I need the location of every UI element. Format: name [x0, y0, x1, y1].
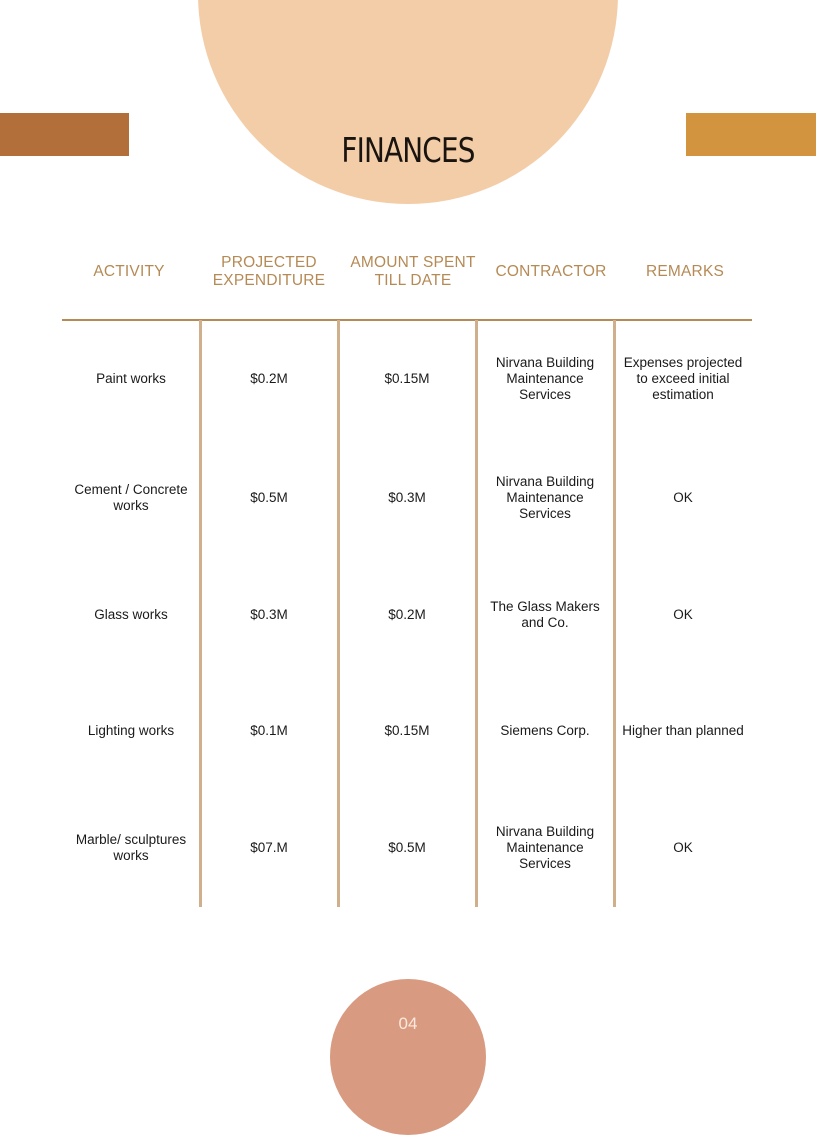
cell-projected: $0.5M: [250, 490, 288, 505]
header-projected-expenditure: PROJECTED EXPENDITURE: [212, 254, 326, 289]
cell-remarks: OK: [673, 840, 693, 855]
table-row: [62, 585, 752, 645]
page-number: 04: [398, 1014, 418, 1033]
cell-contractor: Nirvana Building Maintenance Services: [495, 474, 595, 521]
cell-activity: Paint works: [96, 371, 166, 386]
page-number-circle: [330, 979, 486, 1135]
cell-contractor: Siemens Corp.: [500, 723, 590, 738]
cell-activity: Glass works: [94, 607, 168, 622]
cell-remarks: Higher than planned: [622, 723, 744, 738]
cell-projected: $0.2M: [250, 371, 288, 386]
cell-spent: $0.3M: [388, 490, 426, 505]
cell-spent: $0.15M: [384, 371, 430, 386]
cell-activity: Cement / Concrete works: [74, 482, 188, 513]
header-remarks: REMARKS: [645, 263, 725, 280]
cell-contractor: Nirvana Building Maintenance Services: [495, 355, 595, 402]
header-amount-spent: AMOUNT SPENT TILL DATE: [350, 254, 476, 289]
cell-spent: $0.5M: [388, 840, 426, 855]
table-row: [62, 349, 752, 409]
cell-projected: $0.1M: [250, 723, 288, 738]
table-row: [62, 701, 752, 761]
page-title: FINANCES: [341, 130, 475, 171]
cell-activity: Lighting works: [87, 723, 175, 738]
cell-remarks: Expenses projected to exceed initial estimation: [623, 355, 743, 402]
cell-remarks: OK: [673, 607, 693, 622]
cell-projected: $0.3M: [250, 607, 288, 622]
cell-projected: $07.M: [250, 840, 288, 855]
cell-spent: $0.2M: [388, 607, 426, 622]
table-header: [62, 250, 752, 294]
header-activity: ACTIVITY: [93, 263, 165, 280]
cell-remarks: OK: [673, 490, 693, 505]
table-row: [62, 468, 752, 528]
header-contractor: CONTRACTOR: [495, 263, 607, 280]
cell-contractor: Nirvana Building Maintenance Services: [495, 824, 595, 871]
cell-activity: Marble/ sculptures works: [75, 832, 187, 863]
header-divider: [62, 319, 752, 321]
cell-contractor: The Glass Makers and Co.: [490, 599, 600, 630]
decorative-top-circle: [198, 0, 618, 204]
cell-spent: $0.15M: [384, 723, 430, 738]
table-row: [62, 818, 752, 878]
